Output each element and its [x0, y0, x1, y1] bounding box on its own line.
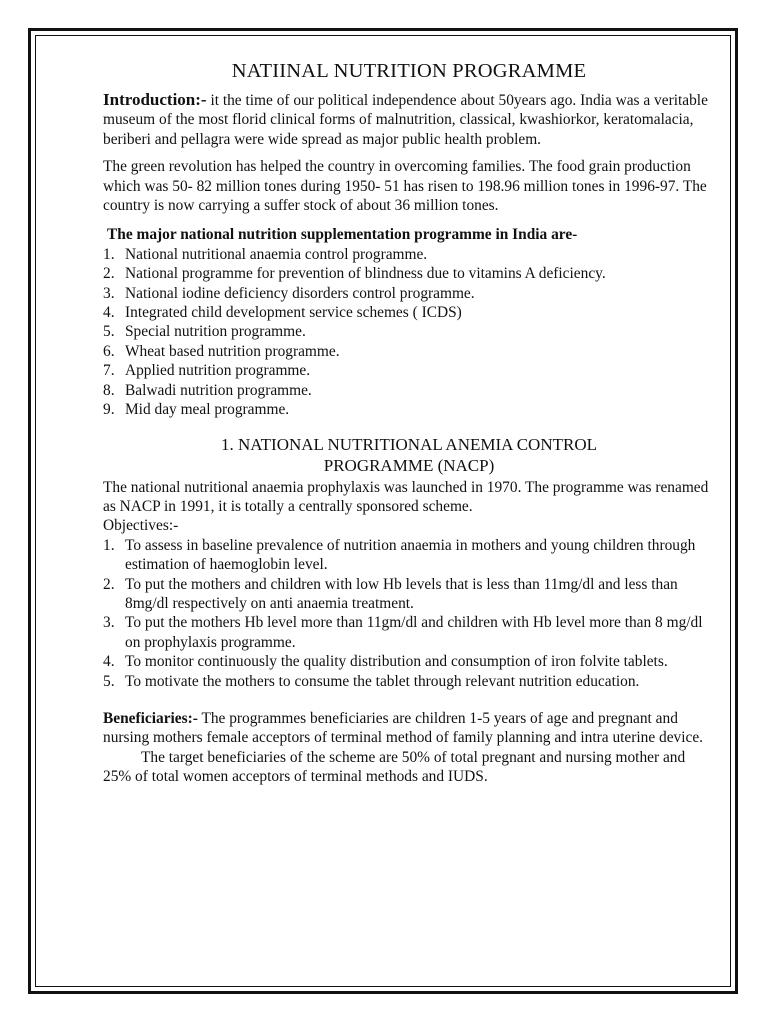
- list-item: 2. National programme for prevention of blindness due to vitamins A deficiency.: [103, 265, 606, 283]
- list-item: 2. To put the mothers and children with low Hb levels that is less than 11mg/dl and less than 8mg/dl respectively on anti anaemia treatment.: [103, 575, 678, 612]
- introduction-label: Introduction:-: [103, 90, 207, 109]
- nacp-intro-paragraph: The national nutritional anaemia prophylaxis was launched in 1970. The programme was renamed as NACP in 1991, it is totally a centrally sponsored scheme.: [103, 478, 709, 515]
- beneficiaries-text: The programmes beneficiaries are children 1-5 years of age and pregnant and nursing mothers female acceptors of terminal method of family planning and intra uterine device.: [103, 709, 704, 747]
- list-item: 9. Mid day meal programme.: [103, 401, 290, 419]
- target-beneficiaries-paragraph: The target beneficiaries of the scheme are 50% of total pregnant and nursing mother and 25% of total women acceptors of terminal methods and IUDS.: [103, 748, 686, 786]
- list-item: 3. National iodine deficiency disorders control programme.: [103, 284, 475, 302]
- list-item: 1. National nutritional anaemia control programme.: [103, 245, 428, 263]
- programmes-list: [103, 245, 715, 420]
- green-revolution-paragraph: The green revolution has helped the country in overcoming families. The food grain production which was 50- 82 million tones during 1950- 51 has risen to 198.96 million tones in 1996-97. The country is now carrying a suffer stock of about 36 million tones.: [103, 158, 707, 215]
- introduction-paragraph: [103, 90, 715, 149]
- list-item: 7. Applied nutrition programme.: [103, 362, 311, 380]
- list-item: 5. Special nutrition programme.: [103, 323, 306, 341]
- beneficiaries-label: Beneficiaries:-: [103, 709, 198, 727]
- list-item: 3. To put the mothers Hb level more than 11gm/dl and children with Hb level more than 8 mg/dl on prophylaxis programme.: [103, 614, 703, 651]
- programmes-heading: The major national nutrition supplementation programme in India are-: [107, 226, 578, 244]
- list-item: 6. Wheat based nutrition programme.: [103, 342, 340, 360]
- document-body: [103, 58, 715, 787]
- list-item: 8. Balwadi nutrition programme.: [103, 381, 312, 399]
- objectives-list: [103, 536, 715, 691]
- objectives-label: Objectives:-: [103, 517, 179, 535]
- document-title: NATIINAL NUTRITION PROGRAMME: [231, 60, 587, 82]
- beneficiaries-paragraph: [103, 709, 715, 748]
- list-item: 1. To assess in baseline prevalence of nutrition anaemia in mothers and young children through estimation of haemoglobin level.: [103, 536, 696, 574]
- introduction-text: it the time of our political independence about 50years ago. India was a veritable museum of the most florid clinical forms of malnutrition, classical, kwashiorkor, keratomalacia, beriberi and pellagra were wide spread as major public health problem.: [103, 92, 708, 148]
- list-item: 4. Integrated child development service schemes ( ICDS): [103, 304, 462, 322]
- list-item: 4. To monitor continuously the quality distribution and consumption of iron folvite tablets.: [103, 653, 668, 671]
- list-item: 5. To motivate the mothers to consume the tablet through relevant nutrition education.: [103, 672, 640, 690]
- section-heading-nacp: 1. NATIONAL NUTRITIONAL ANEMIA CONTROL PROGRAMME (NACP): [220, 434, 597, 475]
